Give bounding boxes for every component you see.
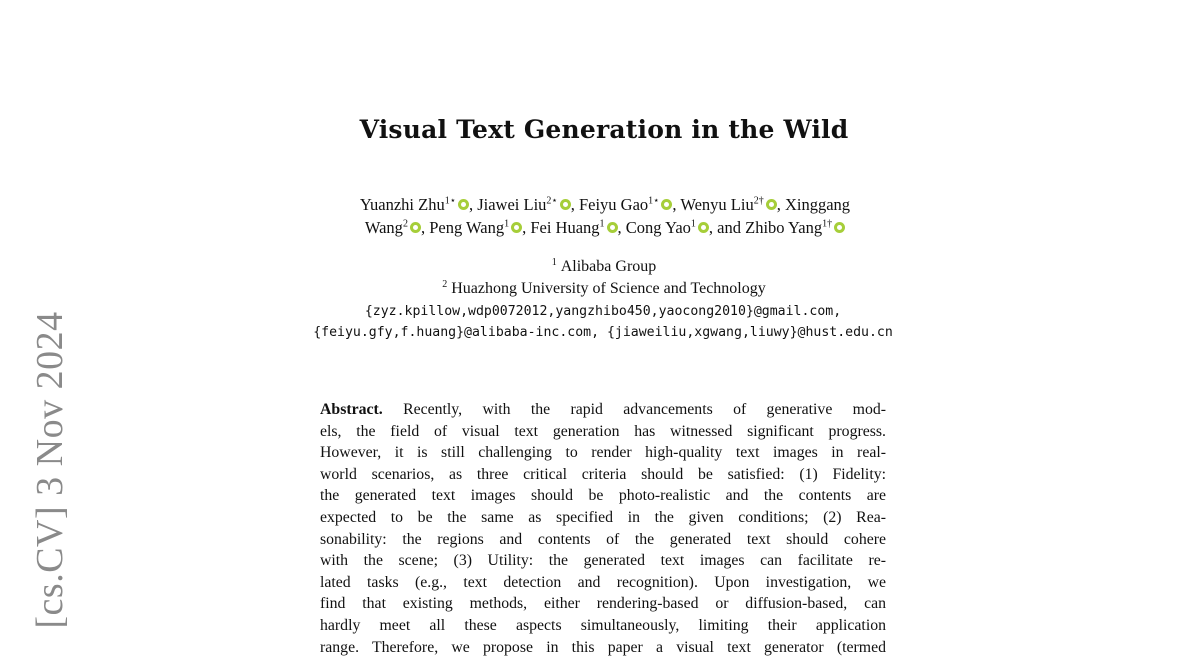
author-separator: , [617, 218, 626, 237]
author-separator: , [522, 218, 531, 237]
author-separator: , [672, 195, 681, 214]
arxiv-sidebar-stamp: [cs.CV] 3 Nov 2024 [29, 311, 71, 629]
author-name: Zhibo Yang [745, 218, 823, 237]
affiliation-1-text: Alibaba Group [560, 258, 657, 275]
abstract-body [320, 421, 886, 658]
affiliation-2 [0, 280, 1200, 298]
author-name: Jiawei Liu [477, 195, 547, 214]
affiliation-2-marker: 2 [442, 278, 448, 290]
author-affiliation-marker: 2⋆ [546, 195, 558, 207]
abstract-line: range. Therefore, we propose in this paper a visual text generator (termed [320, 638, 886, 656]
affiliation-1-marker: 1 [551, 256, 557, 268]
abstract-line: with the scene; (3) Utility: the generated text images can facilitate re- [320, 552, 886, 570]
affiliation-1 [0, 258, 1200, 276]
author-separator: , [570, 195, 579, 214]
orcid-icon[interactable] [410, 222, 421, 233]
author-affiliation-marker: 1 [504, 218, 510, 230]
abstract-line: the generated text images should be photo-realistic and the contents are [320, 487, 886, 505]
orcid-icon[interactable] [834, 222, 845, 233]
author-list [240, 193, 970, 239]
abstract [320, 399, 886, 658]
abstract-line: expected to be the same as specified in the given conditions; (2) Rea- [320, 508, 886, 526]
author-affiliation-marker: 2† [753, 195, 764, 207]
paper-title: Visual Text Generation in the Wild [359, 115, 849, 144]
author-affiliation-marker: 1 [690, 218, 696, 230]
abstract-line: world scenarios, as three critical criteria should be satisfied: (1) Fidelity: [320, 465, 886, 483]
author-name: Fei Huang [530, 218, 600, 237]
abstract-line: els, the field of visual text generation has witnessed significant progress. [320, 422, 886, 440]
affiliation-2-text: Huazhong University of Science and Technology [451, 280, 766, 297]
author-name: Feiyu Gao [578, 195, 649, 214]
author-name: Cong Yao [625, 218, 691, 237]
orcid-icon[interactable] [458, 199, 469, 210]
abstract-line: However, it is still challenging to render high-quality text images in real- [320, 444, 886, 462]
orcid-icon[interactable] [511, 222, 522, 233]
orcid-icon[interactable] [661, 199, 672, 210]
author-affiliation-marker: 1⋆ [648, 195, 660, 207]
author-separator: , [468, 195, 478, 214]
orcid-icon[interactable] [698, 222, 709, 233]
author-affiliation-marker: 1 [599, 218, 605, 230]
author-name: Yuanzhi Zhu [359, 195, 445, 214]
abstract-line-1 [320, 399, 886, 421]
abstract-line: sonability: the regions and contents of the generated text should cohere [320, 530, 886, 548]
abstract-first-line-text: Recently, with the rapid advancements of generative mod- [403, 401, 886, 418]
author-separator: , and [708, 218, 746, 237]
author-separator: , [420, 218, 430, 237]
author-affiliation-marker: 1† [822, 218, 833, 230]
author-affiliation-marker: 1⋆ [444, 195, 456, 207]
abstract-line: find that existing methods, either rendering-based or diffusion-based, can [320, 595, 886, 613]
author-name: Wang [364, 218, 403, 237]
author-separator: , Xinggang [776, 195, 851, 214]
author-name: Peng Wang [429, 218, 505, 237]
email-line-2[interactable]: {feiyu.gfy,f.huang}@alibaba-inc.com, {jiaweiliu,xgwang,liuwy}@hust.edu.cn [313, 325, 893, 340]
abstract-line: hardly meet all these aspects simultaneously, limiting their application [320, 616, 886, 634]
orcid-icon[interactable] [560, 199, 571, 210]
author-line-1 [240, 193, 970, 216]
abstract-heading: Abstract. [320, 401, 383, 418]
author-affiliation-marker: 2 [402, 218, 408, 230]
email-line-1[interactable]: {zyz.kpillow,wdp0072012,yangzhibo450,yaocong2010}@gmail.com, [364, 304, 842, 319]
abstract-line: lated tasks (e.g., text detection and recognition). Upon investigation, we [320, 573, 886, 591]
orcid-icon[interactable] [766, 199, 777, 210]
orcid-icon[interactable] [607, 222, 618, 233]
author-line-2 [240, 216, 970, 239]
author-name: Wenyu Liu [680, 195, 754, 214]
